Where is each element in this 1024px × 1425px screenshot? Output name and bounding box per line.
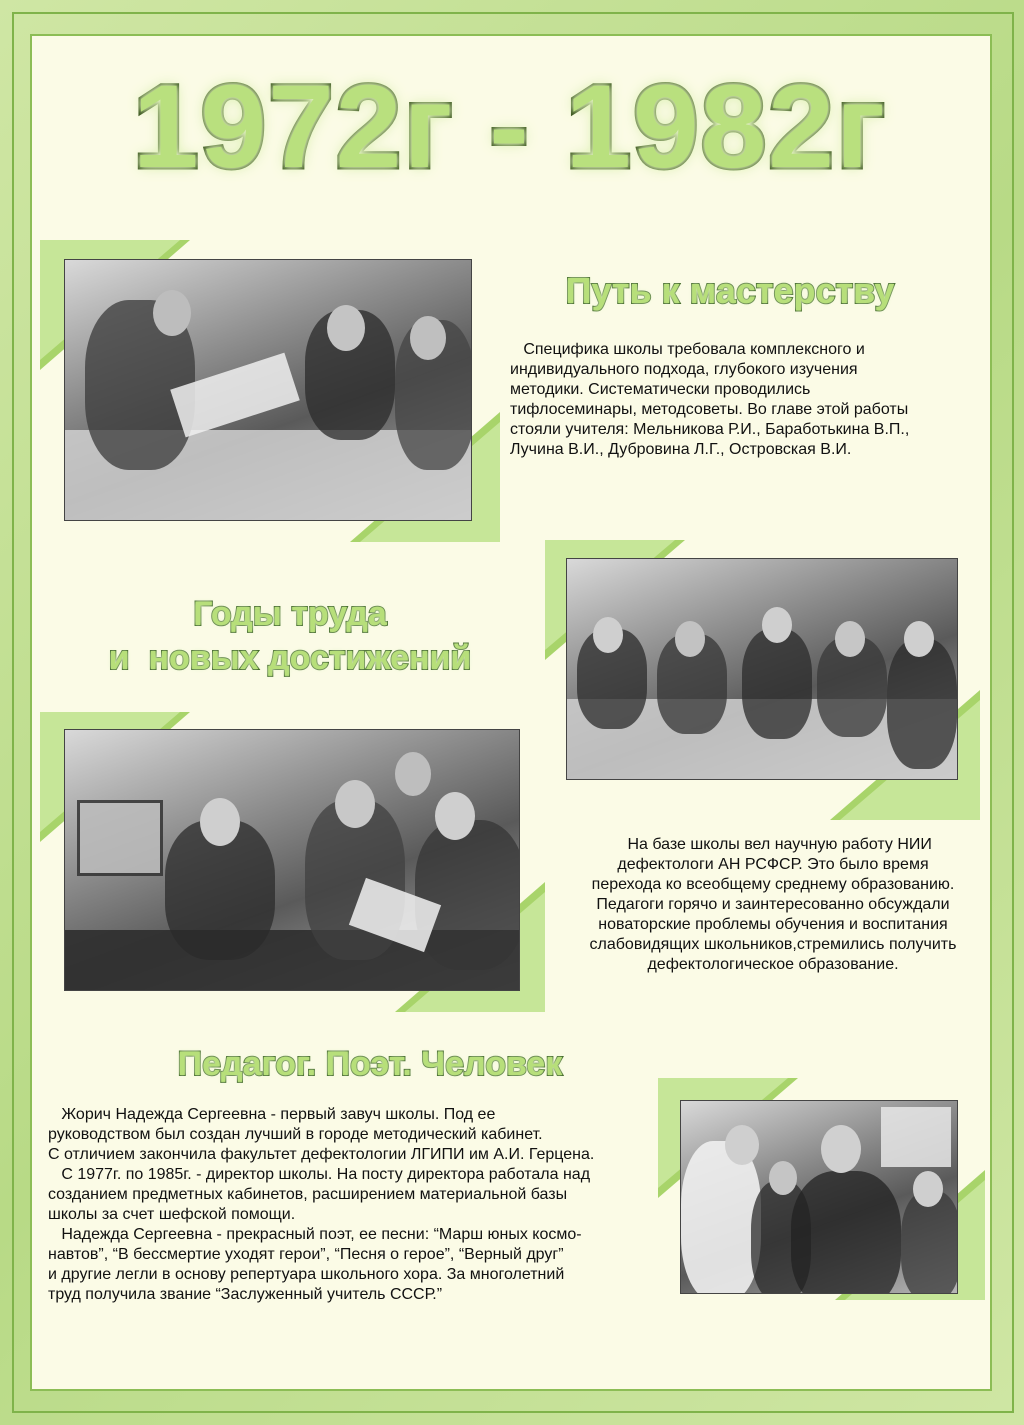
section-3-text-line: руководством был создан лучший в городе методический кабинет. (48, 1126, 543, 1143)
photo-group-discussion (566, 558, 958, 780)
section-2-title-line: и новых достижений (108, 639, 472, 677)
section-3-text-line: труд получила звание “Заслуженный учитель СССР.” (48, 1286, 443, 1303)
photo-director-with-students (680, 1100, 958, 1294)
section-2-title (60, 592, 520, 680)
section-1-text-line: стояли учителя: Мельникова Р.И., Баработькина В.П., (510, 421, 910, 438)
section-2-text-line: Педагоги горячо и заинтересованно обсуждали (596, 896, 950, 913)
section-3-text-line: С отличием закончила факультет дефектологии ЛГИПИ им А.И. Герцена. (48, 1146, 595, 1163)
section-1-text-line: индивидуального подхода, глубокого изучения (510, 361, 858, 378)
photo-teachers-with-tv (64, 729, 520, 991)
section-3-text-line: и другие легли в основу репертуара школьного хора. За многолетний (48, 1266, 565, 1283)
section-3-text-line: Жорич Надежда Сергеевна - первый завуч школы. Под ее (48, 1106, 496, 1123)
section-3-text-line: навтов”, “В бессмертие уходят герои”, “Песня о герое”, “Верный друг” (48, 1246, 564, 1263)
section-3-text (48, 1105, 668, 1305)
section-3-text-line: Надежда Сергеевна - прекрасный поэт, ее песни: “Марш юных космо- (48, 1226, 582, 1243)
section-3-title-line: Педагог. Поэт. Человек (177, 1045, 563, 1083)
section-2-text-line: дефектологическое образование. (647, 956, 899, 973)
main-title: 1972г - 1982г (132, 61, 888, 193)
section-1-title (520, 268, 940, 314)
section-2-text-line: слабовидящих школьников,стремились получить (589, 936, 957, 953)
section-1-text-line: Специфика школы требовала комплексного и (510, 341, 865, 358)
section-3-title (100, 1042, 640, 1086)
section-3-text-line: школы за счет шефской помощи. (48, 1206, 296, 1223)
section-1-title-line: Путь к мастерству (565, 270, 895, 311)
section-1-text-line: методики. Систематически проводились (510, 381, 811, 398)
section-3-text-line: созданием предметных кабинетов, расширением материальной базы (48, 1186, 568, 1203)
section-1-text-line: Лучина В.И., Дубровина Л.Г., Островская В.И. (510, 441, 852, 458)
section-2-text-line: дефектологи АН РСФСР. Это было время (617, 856, 929, 873)
section-1-text-line: тифлосеминары, методсоветы. Во главе этой работы (510, 401, 909, 418)
section-2-text-line: новаторские проблемы обучения и воспитания (598, 916, 948, 933)
section-2-text-line: На базе школы вел научную работу НИИ (614, 836, 932, 853)
section-2-text-line: перехода ко всеобщему среднему образованию. (591, 876, 955, 893)
section-2-text (548, 835, 998, 975)
photo-teachers-meeting (64, 259, 472, 521)
section-3-text-line: С 1977г. по 1985г. - директор школы. На посту директора работала над (48, 1166, 591, 1183)
section-2-title-line: Годы труда (193, 595, 387, 633)
section-1-text (510, 340, 990, 460)
